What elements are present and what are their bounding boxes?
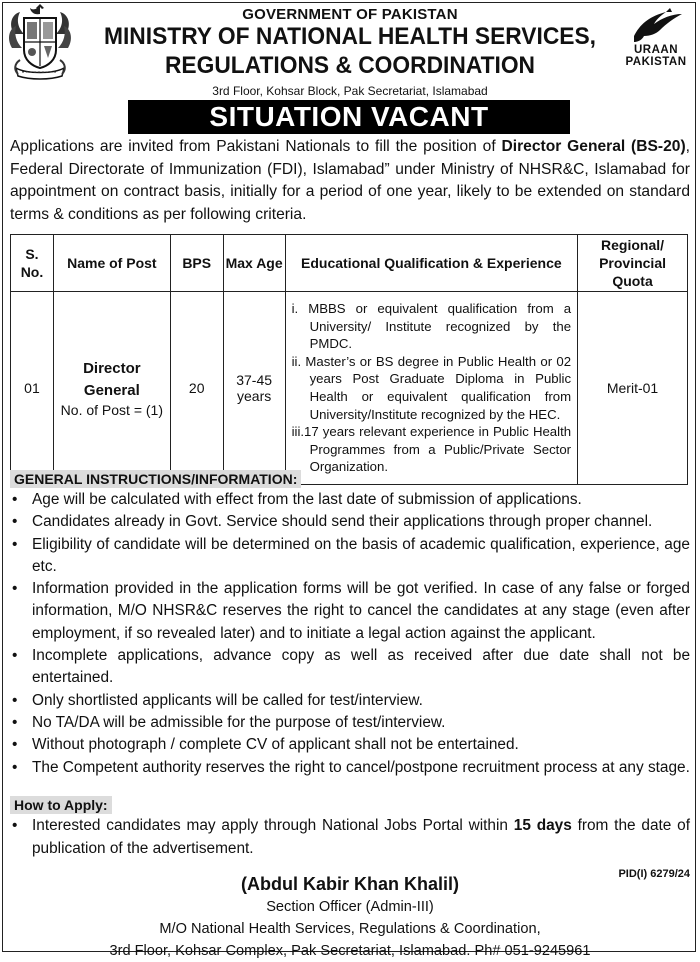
how-to-apply-text: • Interested candidates may apply through National Jobs Portal within 15 days from the date of publication of the advertisement.	[12, 817, 690, 857]
list-item: • Eligibility of candidate will be determined on the basis of academic qualification, experience, age etc.	[12, 535, 690, 575]
list-item: • Age will be calculated with effect from the last date of submission of applications.	[10, 489, 690, 511]
logo-title: URAAN	[633, 44, 679, 56]
bullet-icon: •	[12, 535, 18, 553]
list-item: • No TA/DA will be admissible for the purpose of test/interview.	[10, 712, 690, 734]
officer-name: (Abdul Kabir Khan Khalil)	[241, 874, 459, 894]
intro-text-start: Applications are invited from Pakistani Nationals to fill the position of	[10, 138, 502, 155]
bullet-icon: •	[12, 513, 18, 531]
ministry-address: 3rd Floor, Kohsar Block, Pak Secretariat, Islamabad	[212, 84, 488, 98]
column-header-sno: S. No.	[11, 235, 54, 292]
cell-bps: 20	[170, 292, 223, 485]
list-item: • Candidates already in Govt. Service should send their applications through proper channel.	[10, 511, 690, 533]
cell-max-age: 37-45 years	[223, 292, 285, 485]
ministry-title-line2: REGULATIONS & COORDINATION	[164, 52, 536, 79]
column-header-age: Max Age	[223, 235, 285, 292]
intro-position: Director General (BS-20)	[501, 138, 686, 155]
instructions-heading: GENERAL INSTRUCTIONS/INFORMATION:	[10, 470, 301, 488]
officer-designation: Section Officer (Admin-III)	[266, 899, 434, 915]
officer-office: M/O National Health Services, Regulations & Coordination,	[159, 921, 541, 937]
cell-quota: Merit-01	[578, 292, 688, 485]
intro-text-end: , Federal Directorate of Immunization (FDI), Islamabad” under Ministry of NHSR&C, Islamabad for appointment on contract basis, initially for a period of one year, likely to be extended on standard terms & conditions as per following criteria.	[10, 138, 690, 223]
bullet-icon: •	[12, 491, 18, 508]
bullet-icon: •	[12, 691, 18, 709]
cell-qualification	[285, 292, 578, 485]
qualification-item: i. MBBS or equivalent qualification from a University/ Institute recognized by the PMDC.	[291, 301, 572, 352]
bullet-icon: •	[12, 758, 18, 776]
falcon-icon	[626, 6, 686, 44]
bullet-icon: •	[12, 817, 18, 834]
list-item: • Information provided in the application forms will be got verified. In case of any false or forged information, M/O NHSR&C reserves the right to cancel the candidates at any stage (even after employment, if so revealed later) and to initiate a legal action against the applicant.	[12, 580, 690, 642]
list-item: • The Competent authority reserves the right to cancel/postpone recruitment process at any stage.	[10, 757, 690, 779]
list-item: • Only shortlisted applicants will be called for test/interview.	[10, 690, 690, 712]
how-to-apply-heading: How to Apply:	[10, 796, 112, 814]
list-item: • Without photograph / complete CV of applicant shall not be entertained.	[10, 734, 690, 756]
post-count: No. of Post = (1)	[60, 402, 163, 418]
apply-deadline: 15 days	[513, 817, 572, 834]
ministry-title-line1: MINISTRY OF NATIONAL HEALTH SERVICES,	[103, 23, 597, 50]
intro-paragraph	[10, 136, 690, 226]
situation-vacant-banner: SITUATION VACANT	[128, 100, 570, 134]
bullet-icon: •	[12, 647, 18, 665]
table-row	[11, 292, 688, 485]
officer-contact: 3rd Floor, Kohsar Complex, Pak Secretariat, Islamabad. Ph# 051-9245961	[109, 943, 591, 959]
column-header-bps: BPS	[170, 235, 223, 292]
pid-number: PID(I) 6279/24	[618, 868, 690, 880]
state-emblem-icon	[6, 4, 74, 86]
column-header-qualification: Educational Qualification & Experience	[285, 235, 578, 292]
column-header-quota: Regional/ Provincial Quota	[578, 235, 688, 292]
cell-sno: 01	[11, 292, 54, 485]
uraan-pakistan-logo	[618, 6, 694, 92]
bullet-icon: •	[12, 736, 18, 754]
table-header-row	[11, 235, 688, 292]
qualification-item: ii. Master’s or BS degree in Public Health or 02 years Post Graduate Diploma in Public Health or equivalent qualification from University/Institute recognized by the HEC.	[291, 353, 572, 422]
cell-post-name: Director General No. of Post = (1)	[53, 292, 170, 485]
government-heading: GOVERNMENT OF PAKISTAN	[242, 6, 458, 23]
logo-subtitle: PAKISTAN	[625, 56, 687, 68]
instructions-list	[10, 489, 690, 779]
ministry-title	[99, 22, 601, 80]
qualification-item: iii.17 years relevant experience in Public Health Programmes from a Public/Private Sector Organization.	[291, 424, 572, 475]
bullet-icon: •	[12, 580, 18, 598]
vacancy-table	[10, 234, 688, 485]
column-header-name: Name of Post	[53, 235, 170, 292]
signature-block	[100, 872, 600, 962]
bullet-icon: •	[12, 713, 18, 731]
list-item: • Incomplete applications, advance copy as well as received after due date shall not be entertained.	[12, 647, 690, 687]
